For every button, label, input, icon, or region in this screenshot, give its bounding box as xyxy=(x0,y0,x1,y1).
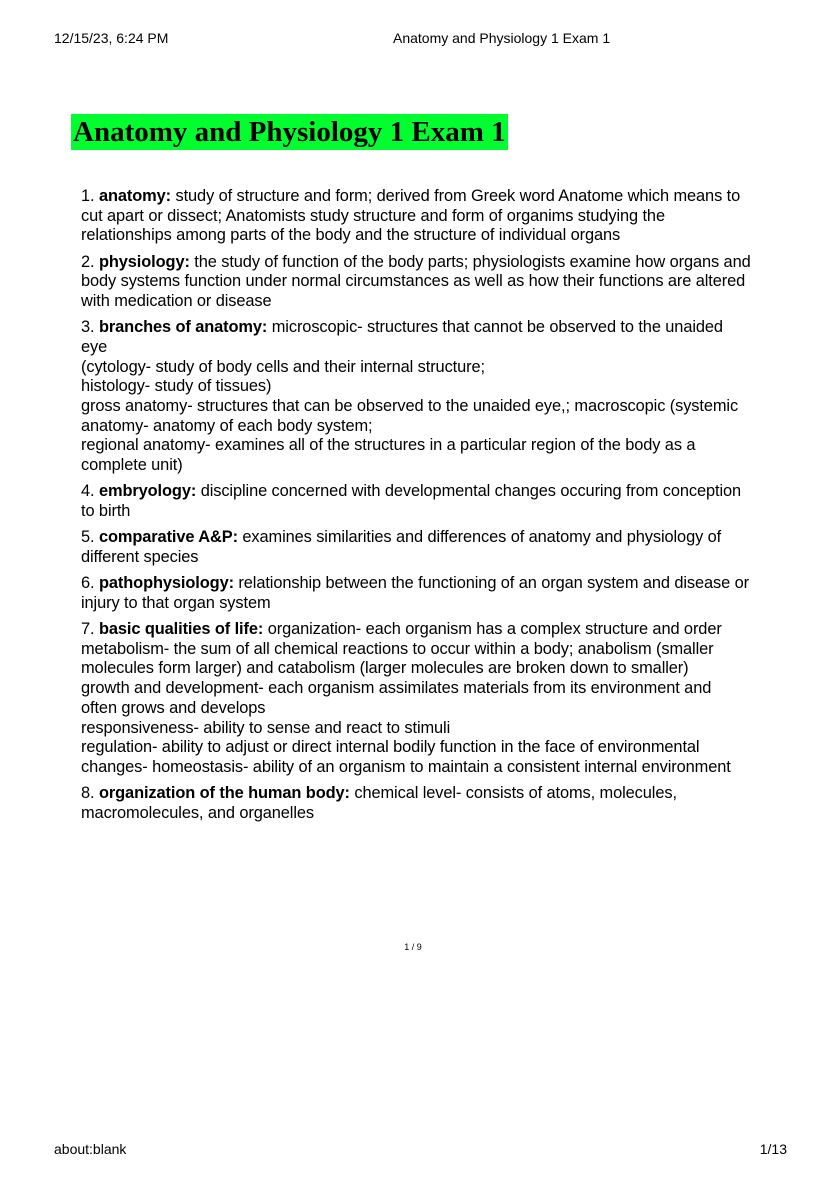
card-number: 2. xyxy=(81,252,95,271)
card-term: branches of anatomy: xyxy=(98,318,268,337)
flashcard-list xyxy=(81,187,751,830)
card-definition: discipline concerned with developmental changes occuring from conception to birth xyxy=(81,482,742,521)
print-page-count: 1/13 xyxy=(759,1141,787,1157)
card-term: organization of the human body: xyxy=(98,784,350,803)
flashcard xyxy=(81,253,751,312)
card-definition-line: regional anatomy- examines all of the structures in a particular region of the body as a complete unit) xyxy=(81,436,696,475)
card-number: 4. xyxy=(81,482,95,501)
card-number: 5. xyxy=(81,528,95,547)
card-definition: chemical level- consists of atoms, molecules, macromolecules, and organelles xyxy=(81,784,677,822)
card-term: basic qualities of life: xyxy=(98,620,264,639)
card-term: embryology: xyxy=(98,482,197,501)
card-definition-line: gross anatomy- structures that can be observed to the unaided eye,; macroscopic (systemic anatomy- anatomy of each body system; xyxy=(81,397,739,435)
print-header xyxy=(0,30,840,50)
card-number: 8. xyxy=(81,784,95,803)
flashcard xyxy=(81,318,751,476)
print-url: about:blank xyxy=(54,1141,127,1157)
print-datetime: 12/15/23, 6:24 PM xyxy=(54,30,169,46)
card-number: 7. xyxy=(81,620,95,639)
card-term: pathophysiology: xyxy=(98,574,234,593)
flashcard xyxy=(81,482,751,521)
card-number: 6. xyxy=(81,574,95,593)
flashcard xyxy=(81,784,751,823)
card-definition-line: (cytology- study of body cells and their internal structure; xyxy=(81,357,485,376)
card-definition: organization- each organism has a complex structure and order xyxy=(267,620,722,639)
card-definition: study of structure and form; derived from Greek word Anatome which means to cut apart or dissect; Anatomists study structure and form of organims studying the relationships among parts of the body and the structure of individual organs xyxy=(81,187,741,245)
print-footer xyxy=(0,1141,840,1161)
card-definition: microscopic- structures that cannot be observed to the unaided eye xyxy=(81,318,723,356)
page-number: 1 / 9 xyxy=(404,942,422,952)
card-term: comparative A&P: xyxy=(98,528,238,547)
card-definition-line: regulation- ability to adjust or direct internal bodily function in the face of environmental changes- homeostasis- ability of an organism to maintain a consistent internal environment xyxy=(81,738,731,776)
card-definition-line: histology- study of tissues) xyxy=(81,377,272,396)
print-header-title: Anatomy and Physiology 1 Exam 1 xyxy=(393,30,611,46)
card-term: physiology: xyxy=(98,252,190,271)
card-definition-line: metabolism- the sum of all chemical reactions to occur within a body; anabolism (smaller molecules form larger) and catabolism (larger molecules are broken down to smaller) xyxy=(81,639,714,678)
card-number: 1. xyxy=(81,187,95,205)
card-definition-line: responsiveness- ability to sense and react to stimuli xyxy=(81,718,451,737)
card-definition: examines similarities and differences of anatomy and physiology of different species xyxy=(81,528,722,566)
card-definition: the study of function of the body parts; physiologists examine how organs and body systems function under normal circumstances as well as how their functions are altered with medication or disease xyxy=(81,252,751,311)
flashcard xyxy=(81,528,751,567)
card-term: anatomy: xyxy=(98,187,172,205)
card-definition-line: growth and development- each organism assimilates materials from its environment and often grows and develops xyxy=(81,679,712,717)
page-title: Anatomy and Physiology 1 Exam 1 xyxy=(73,116,506,148)
card-number: 3. xyxy=(81,318,95,337)
card-definition: relationship between the functioning of an organ system and disease or injury to that organ system xyxy=(81,574,749,612)
flashcard xyxy=(81,620,751,778)
flashcard xyxy=(81,574,751,613)
flashcard xyxy=(81,187,751,246)
